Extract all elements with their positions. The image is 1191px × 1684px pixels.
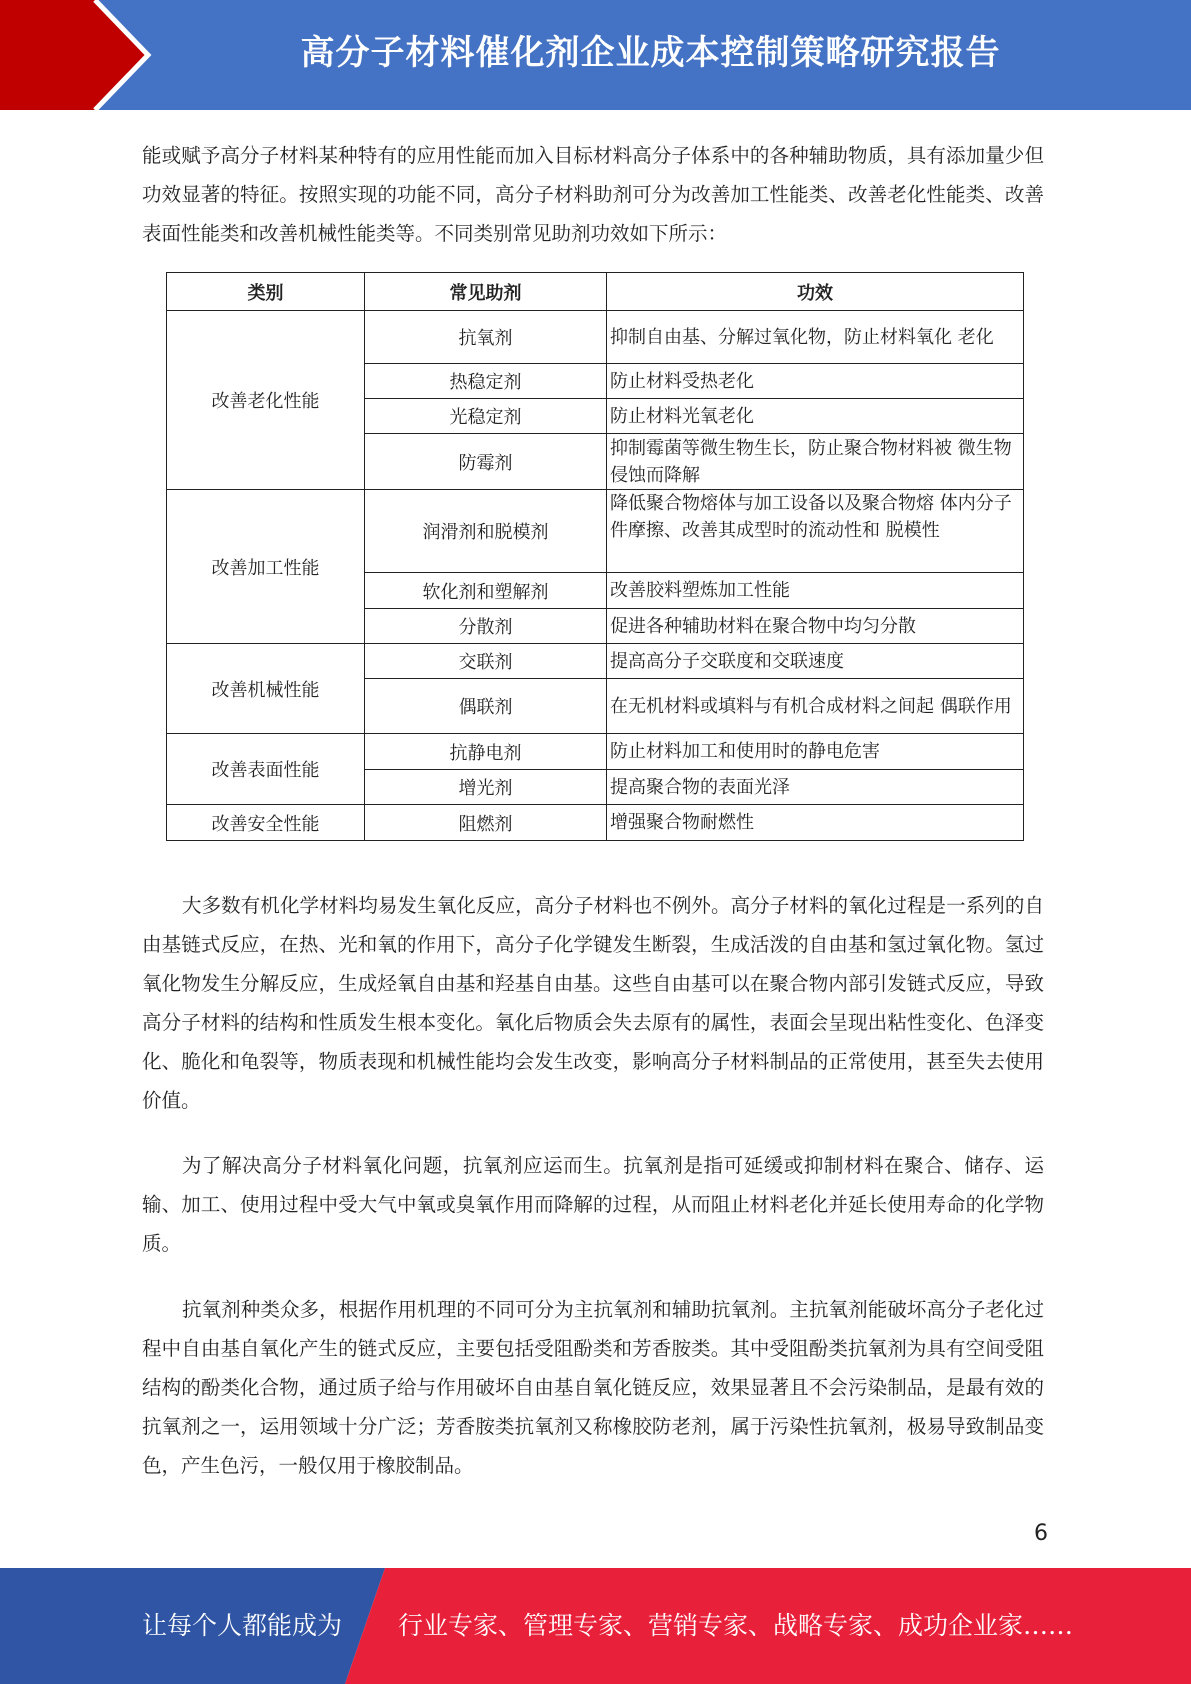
footer-slogan-right: 行业专家、管理专家、营销专家、战略专家、成功企业家……: [398, 1611, 1074, 1640]
effect-cell: 防止材料加工和使用时的静电危害: [607, 734, 1024, 770]
antioxidant-types-paragraph: 抗氧剂种类众多，根据作用机理的不同可分为主抗氧剂和辅助抗氧剂。主抗氧剂能破坏高分子老化过程中自由基自氧化产生的链式反应，主要包括受阻酚类和芳香胺类。其中受阻酚类抗氧剂为具有空间受阻结构的酚类化合物，通过质子给与作用破坏自由基自氧化链反应，效果显著且不会污染制品，是最有效的抗氧剂之一，运用领域十分广泛；芳香胺类抗氧剂又称橡胶防老剂，属于污染性抗氧剂，极易导致制品变色，产生色污，一般仅用于橡胶制品。: [142, 1298, 1044, 1477]
page-header: [0, 0, 1191, 110]
column-header-category: 类别: [167, 273, 365, 311]
category-cell: 改善安全性能: [167, 805, 365, 841]
table-row: [167, 311, 1024, 364]
report-title: 高分子材料催化剂企业成本控制策略研究报告: [300, 33, 1001, 73]
category-cell: 改善表面性能: [167, 734, 365, 805]
additive-cell: 软化剂和塑解剂: [365, 573, 607, 609]
category-cell: 改善机械性能: [167, 644, 365, 734]
additive-cell: 防霉剂: [365, 434, 607, 490]
effect-cell: 提高高分子交联度和交联速度: [607, 644, 1024, 679]
additive-cell: 抗静电剂: [365, 734, 607, 770]
column-header-additive: 常见助剂: [365, 273, 607, 311]
additive-cell: 偶联剂: [365, 679, 607, 734]
antioxidant-intro-paragraph: 为了解决高分子材料氧化问题，抗氧剂应运而生。抗氧剂是指可延缓或抑制材料在聚合、储存、运输、加工、使用过程中受大气中氧或臭氧作用而降解的过程，从而阻止材料老化并延长使用寿命的化学物质。: [142, 1154, 1044, 1255]
additive-cell: 热稳定剂: [365, 364, 607, 399]
effect-cell: 在无机材料或填料与有机合成材料之间起 偶联作用: [607, 679, 1024, 734]
effect-cell: 降低聚合物熔体与加工设备以及聚合物熔 体内分子件摩擦、改善其成型时的流动性和 脱模性: [607, 490, 1024, 573]
additive-cell: 增光剂: [365, 770, 607, 805]
effect-cell: 防止材料受热老化: [607, 364, 1024, 399]
effect-cell: 防止材料光氧老化: [607, 399, 1024, 434]
effect-cell: 抑制霉菌等微生物生长，防止聚合物材料被 微生物侵蚀而降解: [607, 434, 1024, 490]
effect-cell: 增强聚合物耐燃性: [607, 805, 1024, 841]
additive-cell: 分散剂: [365, 609, 607, 644]
table-row: [167, 490, 1024, 573]
effect-cell: 促进各种辅助材料在聚合物中均匀分散: [607, 609, 1024, 644]
category-cell: 改善老化性能: [167, 311, 365, 490]
intro-paragraph: 能或赋予高分子材料某种特有的应用性能而加入目标材料高分子体系中的各种辅助物质，具有添加量少但功效显著的特征。按照实现的功能不同，高分子材料助剂可分为改善加工性能类、改善老化性能类、改善表面性能类和改善机械性能类等。不同类别常见助剂功效如下所示：: [142, 144, 1044, 245]
category-cell: 改善加工性能: [167, 490, 365, 644]
page-number: 6: [1034, 1521, 1048, 1546]
effect-cell: 改善胶料塑炼加工性能: [607, 573, 1024, 609]
effect-cell: 抑制自由基、分解过氧化物，防止材料氧化 老化: [607, 311, 1024, 364]
additive-cell: 抗氧剂: [365, 311, 607, 364]
table-row: [167, 805, 1024, 841]
additive-cell: 光稳定剂: [365, 399, 607, 434]
column-header-effect: 功效: [607, 273, 1024, 311]
footer-slogan-left: 让每个人都能成为: [142, 1611, 343, 1640]
additive-cell: 润滑剂和脱模剂: [365, 490, 607, 573]
table-row: [167, 734, 1024, 770]
effect-cell: 提高聚合物的表面光泽: [607, 770, 1024, 805]
additive-cell: 交联剂: [365, 644, 607, 679]
oxidation-paragraph: 大多数有机化学材料均易发生氧化反应，高分子材料也不例外。高分子材料的氧化过程是一系列的自由基链式反应，在热、光和氧的作用下，高分子化学键发生断裂，生成活泼的自由基和氢过氧化物。氢过氧化物发生分解反应，生成烃氧自由基和羟基自由基。这些自由基可以在聚合物内部引发链式反应，导致高分子材料的结构和性质发生根本变化。氧化后物质会失去原有的属性，表面会呈现出粘性变化、色泽变化、脆化和龟裂等，物质表现和机械性能均会发生改变，影响高分子材料制品的正常使用，甚至失去使用价值。: [142, 894, 1044, 1112]
page-footer: [0, 1568, 1191, 1684]
table-row: [167, 644, 1024, 679]
table-header-row: [167, 273, 1024, 311]
additives-table: [166, 272, 1024, 841]
additive-cell: 阻燃剂: [365, 805, 607, 841]
